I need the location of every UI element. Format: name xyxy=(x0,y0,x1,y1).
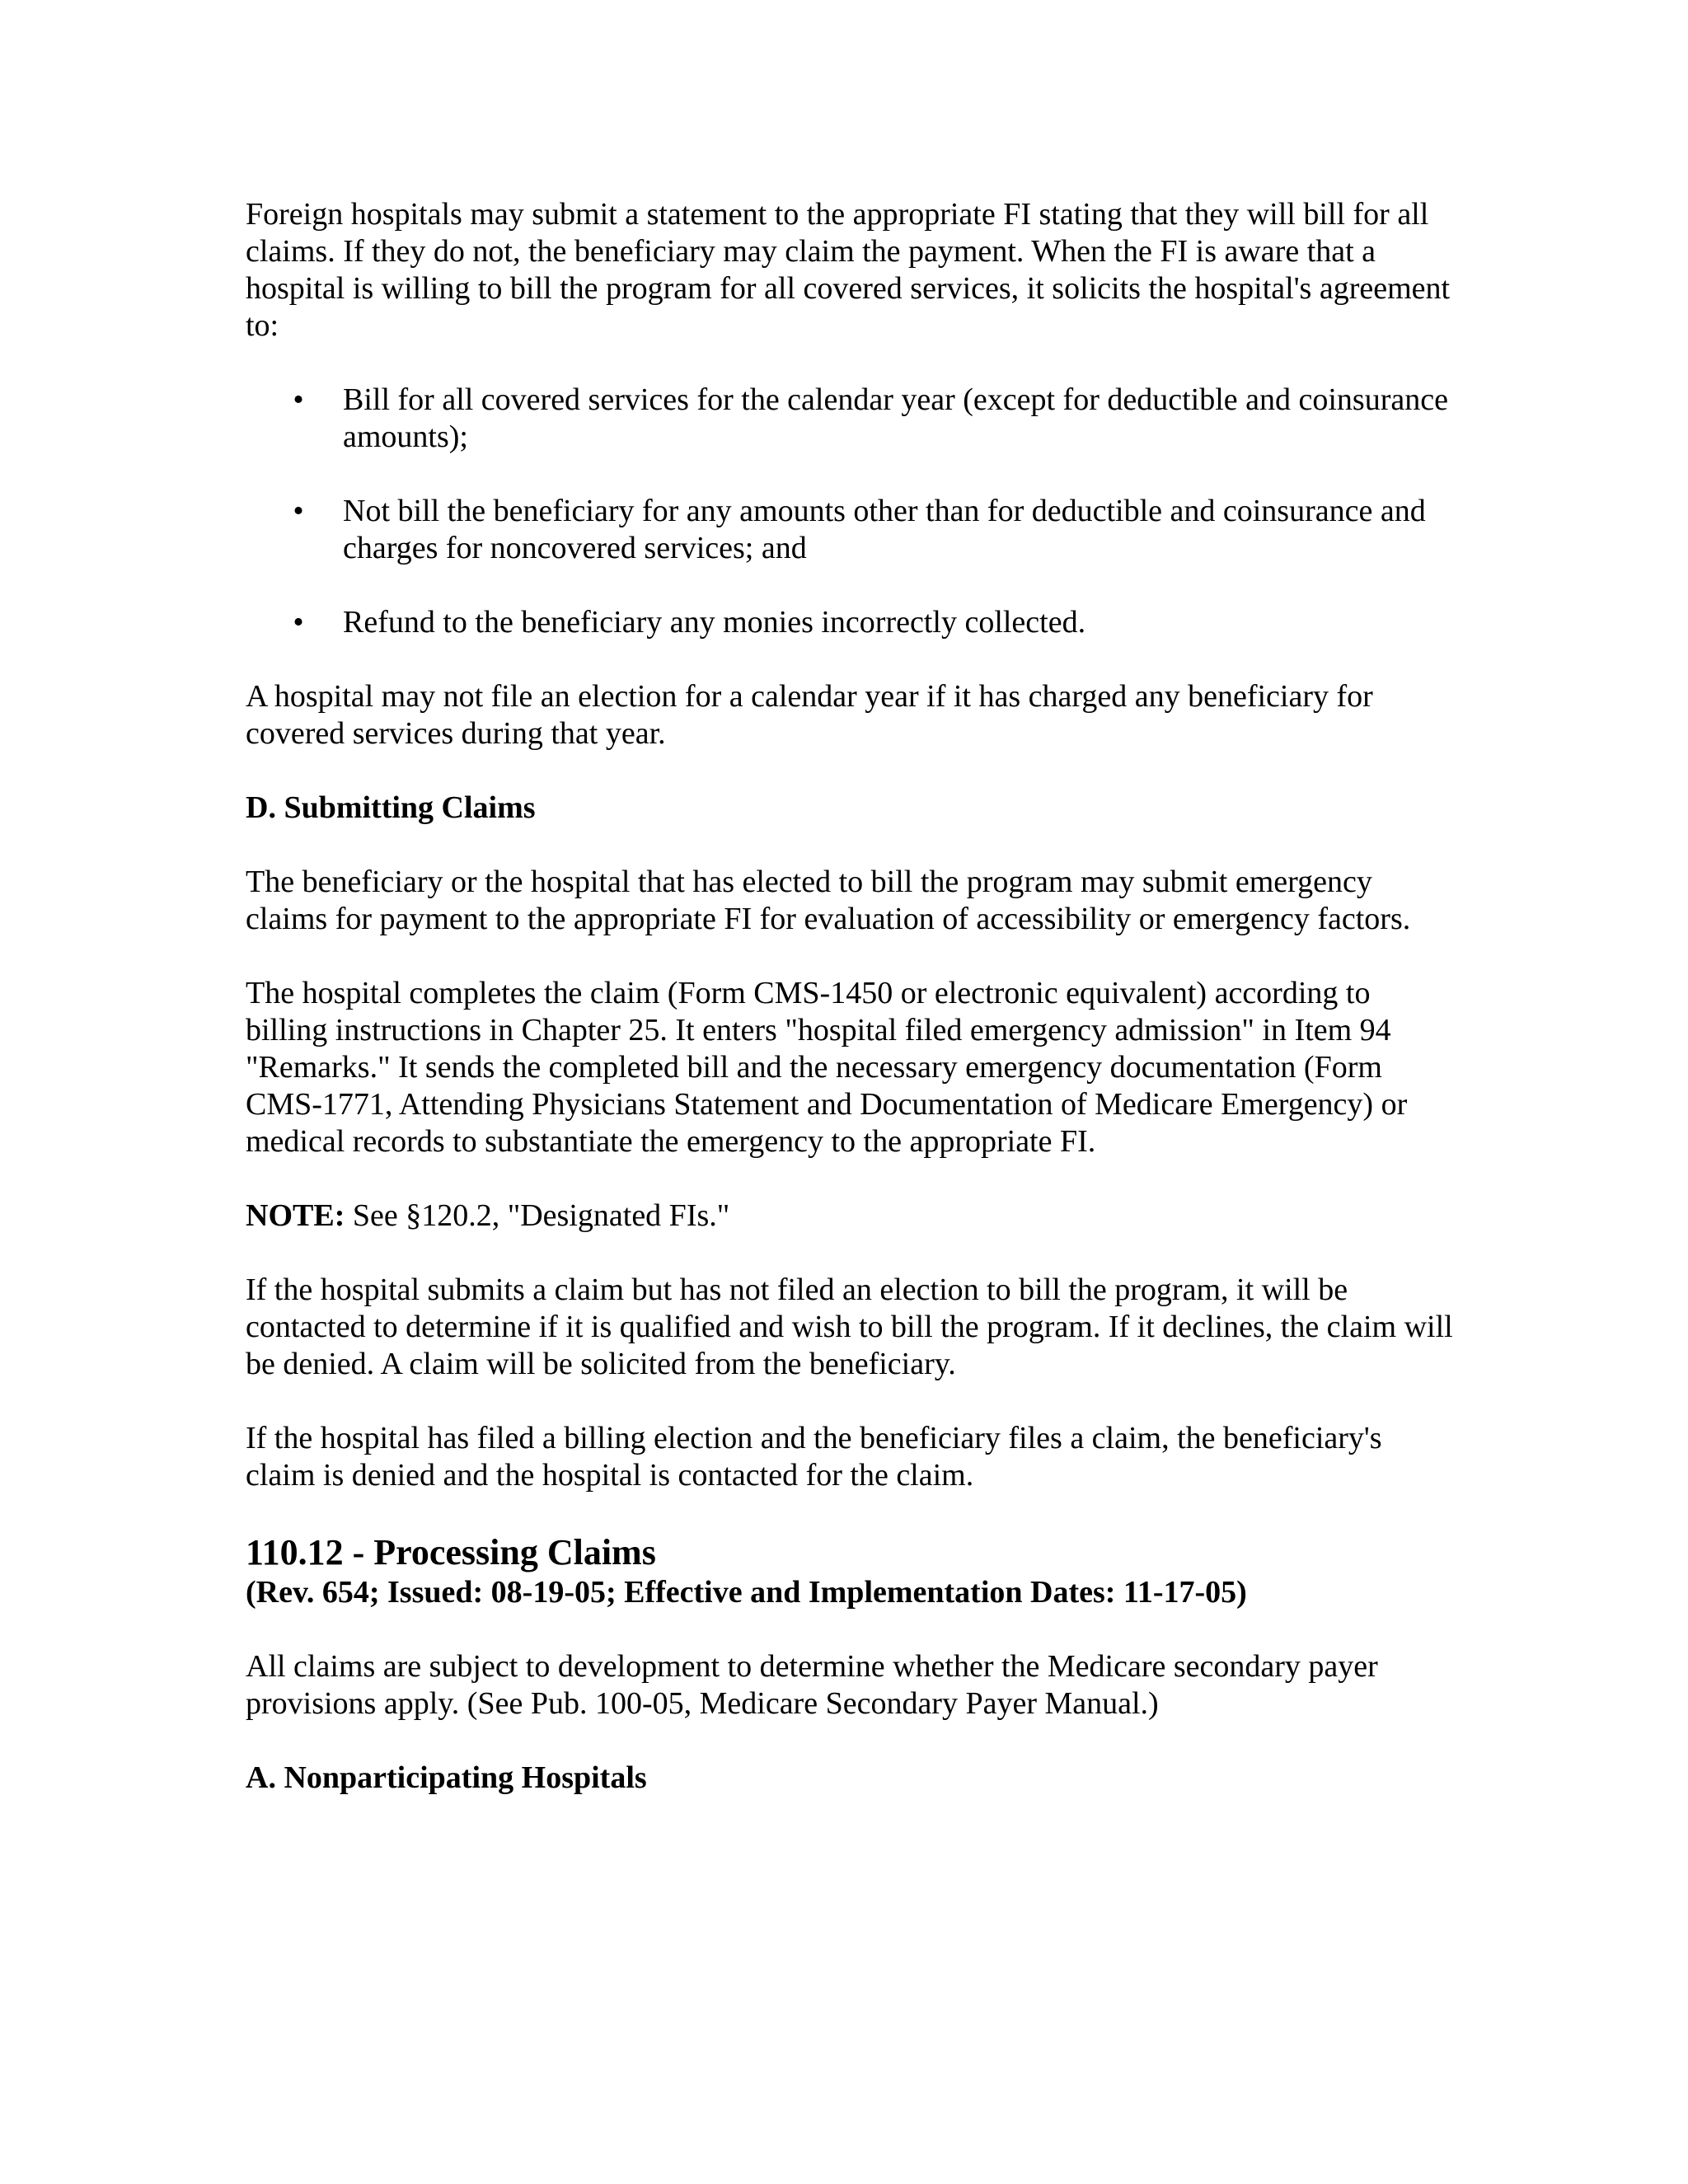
note-text: See §120.2, "Designated FIs." xyxy=(345,1198,730,1233)
claim-form-paragraph: The hospital completes the claim (Form CMS-1450 or electronic equivalent) according to billing instructions in Chapter 25. It enters "hospital filed emergency admission" in Item 94 "Remarks." It sends the completed bill and the necessary emergency documentation (Form CMS-1771, Attending Physicians Statement and Documentation of Medicare Emergency) or medical records to substantiate the emergency to the appropriate FI. xyxy=(246,976,1408,1159)
list-item xyxy=(246,382,1457,456)
intro-paragraph: Foreign hospitals may submit a statement to the appropriate FI stating that they will bill for all claims. If they do not, the beneficiary may claim the payment. When the FI is aware that a hospital is willing to bill the program for all covered services, it solicits the hospital's agreement to: xyxy=(246,197,1451,343)
nonparticipating-hospitals-heading: A. Nonparticipating Hospitals xyxy=(246,1760,647,1795)
agreement-list xyxy=(246,382,1457,641)
submitting-claims-heading: D. Submitting Claims xyxy=(246,790,536,825)
note-label: NOTE: xyxy=(246,1198,345,1233)
list-item xyxy=(246,493,1457,567)
list-item-text: Refund to the beneficiary any monies incorrectly collected. xyxy=(343,605,1086,640)
bullet-icon: • xyxy=(293,605,304,640)
election-paragraph: A hospital may not file an election for a calendar year if it has charged any beneficiary for covered services during that year. xyxy=(246,679,1373,751)
bullet-icon: • xyxy=(293,382,304,417)
billing-election-paragraph: If the hospital has filed a billing election and the beneficiary files a claim, the beneficiary's claim is denied and the hospital is contacted for the claim. xyxy=(246,1421,1382,1493)
list-item-text: Not bill the beneficiary for any amounts other than for deductible and coinsurance and charges for noncovered services; and xyxy=(343,494,1426,565)
section-title: 110.12 - Processing Claims xyxy=(246,1532,656,1572)
submitting-claims-paragraph: The beneficiary or the hospital that has elected to bill the program may submit emergency claims for payment to the appropriate FI for evaluation of accessibility or emergency factors. xyxy=(246,865,1411,936)
list-item-text: Bill for all covered services for the calendar year (except for deductible and coinsurance amounts); xyxy=(343,382,1448,454)
processing-claims-paragraph: All claims are subject to development to determine whether the Medicare secondary payer provisions apply. (See Pub. 100-05, Medicare Secondary Payer Manual.) xyxy=(246,1649,1378,1721)
note-paragraph xyxy=(246,1197,1457,1235)
no-election-paragraph: If the hospital submits a claim but has not filed an election to bill the program, it will be contacted to determine if it is qualified and wish to bill the program. If it declines, the claim will be denied. A claim will be solicited from the beneficiary. xyxy=(246,1272,1453,1381)
document-body xyxy=(246,196,1457,1834)
list-item xyxy=(246,604,1457,641)
bullet-icon: • xyxy=(293,494,304,528)
section-revision: (Rev. 654; Issued: 08-19-05; Effective and Implementation Dates: 11-17-05) xyxy=(246,1575,1247,1610)
